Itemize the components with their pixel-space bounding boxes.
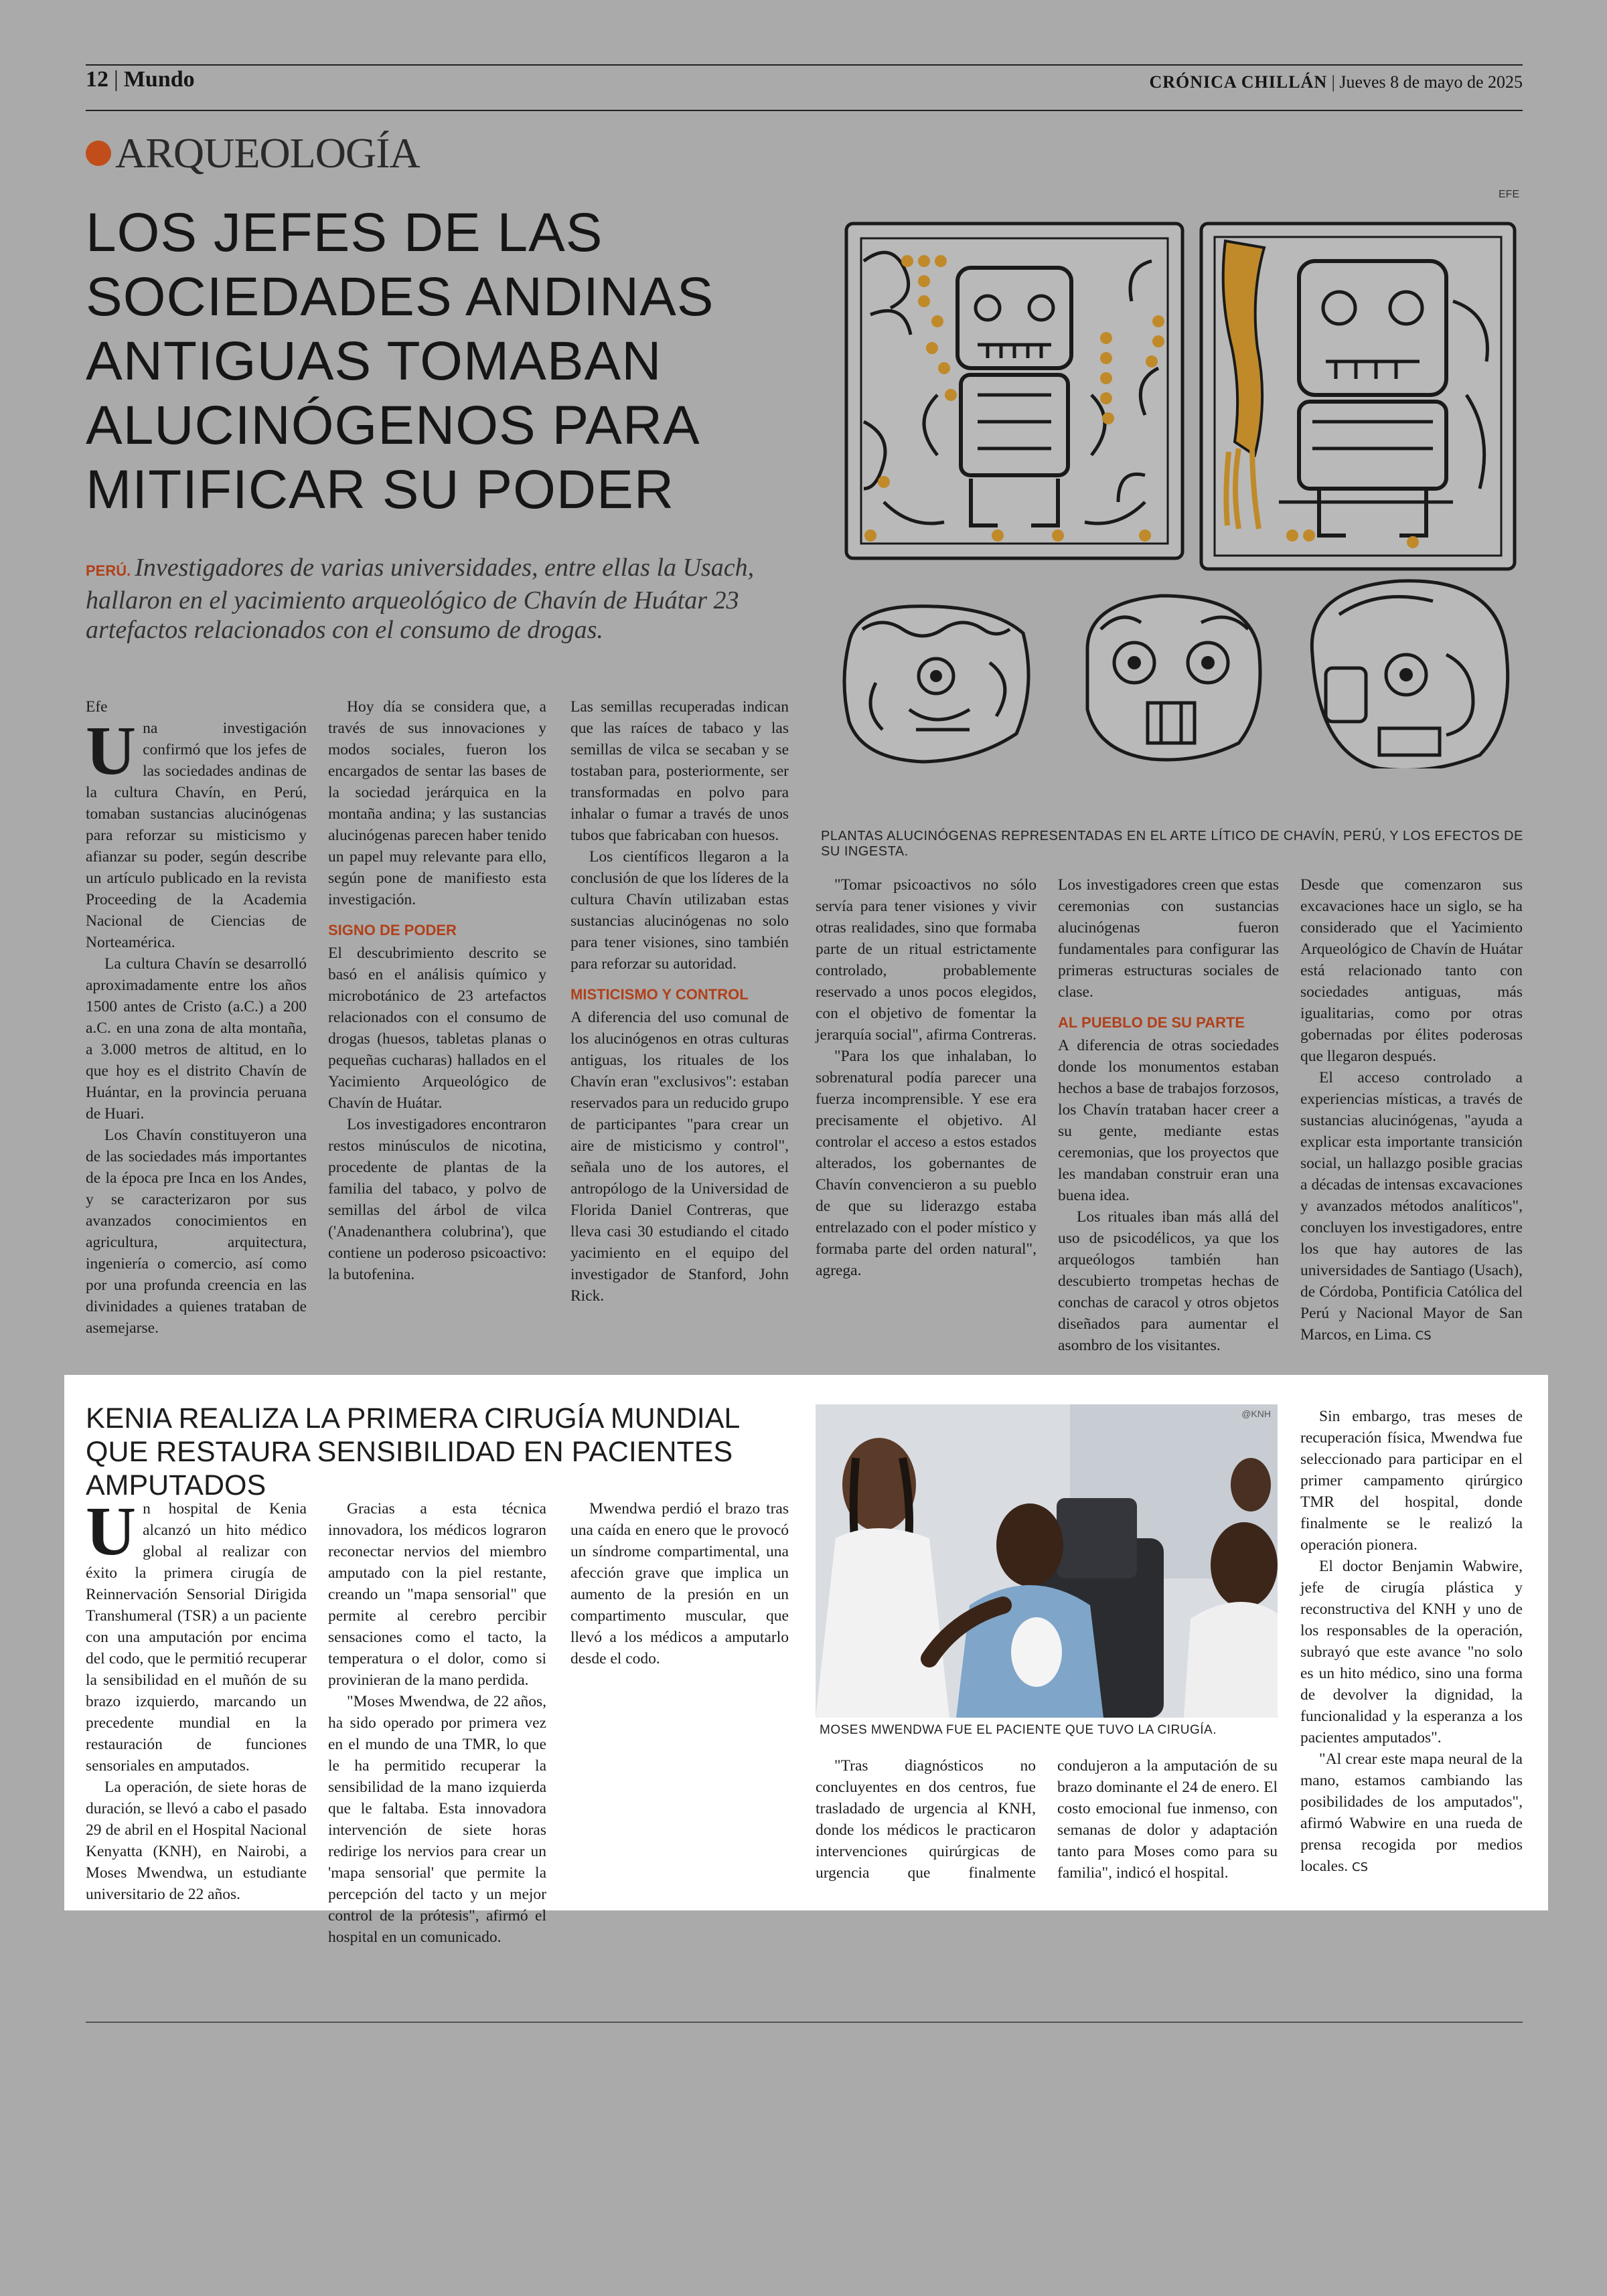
main-column-2 [328, 696, 546, 1285]
chavin-stone-carving-right-image [1199, 221, 1517, 572]
kenya-paragraph-4: "Moses Mwendwa, de 22 años, ha sido operado por primera vez en el mundo de una TMR, lo que le ha permitido recuperar la sensibilidad de la mano izquierda que le faltaba. Esta innovadora intervención de siete horas redirige los nervios para crear un 'mapa sensorial' que permite la percepción del tacto y un mejor control de la prótesis", afirmó el hospital en un comunicado. [328, 1693, 546, 1946]
kenya-paragraph-3: Gracias a esta técnica innovadora, los médicos lograron reconectar nervios del miembro amputado con la piel restante, creando un "mapa sensorial" que permite al cerebro percibir sensaciones como el tacto, la temperatura o el dolor, como si provinieran de la mano perdida. [328, 1500, 546, 1689]
kenya-photo [816, 1404, 1278, 1718]
main-headline: LOS JEFES DE LAS SOCIEDADES ANDINAS ANTIGUAS TOMABAN ALUCINÓGENOS PARA MITIFICAR SU PODER [86, 202, 714, 520]
byline: Efe [86, 698, 108, 716]
kenya-headline: KENIA REALIZA LA PRIMERA CIRUGÍA MUNDIAL QUE RESTAURA SENSIBILIDAD EN PACIENTES AMPUTADOS [86, 1402, 739, 1501]
kenya-paragraph-5: Mwendwa perdió el brazo tras una caída en enero que le provocó un síndrome compartimental, una afección grave que implica un aumento de la presión en un compartimento muscular, que llevó a los médicos a amputarlo desde el codo. [570, 1500, 789, 1667]
main-paragraph-16: El acceso controlado a experiencias místicas, a través de sustancias alucinógenas, "ayuda a explicar esta importante transición social, un hallazgo posible gracias a décadas de intensas excavaciones y avanzados métodos analíticos", concluyen los investigadores, entre los que hay autores de las universidades de Santiago (Usach), de Córdoba, Pontificia Católica del Perú y Nacional Mayor de San Marcos, en Lima. CS [1300, 1069, 1523, 1343]
chavin-tenon-head-3-image [1299, 574, 1513, 768]
kenya-paragraph-9: "Al crear este mapa neural de la mano, estamos cambiando las posibilidades de los amputados", afirmó Wabwire en una rueda de prensa recogida por medios locales. CS [1300, 1750, 1523, 1875]
masthead-info: CRÓNICA CHILLÁN | Jueves 8 de mayo de 2025 [1149, 72, 1523, 92]
image-credit: EFE [1499, 189, 1520, 200]
main-paragraph-14: Los rituales iban más allá del uso de psicodélicos, ya que los arqueólogos también han descubierto trompetas hechas de conchas de caracol y otros objetos diseñados para aumentar el asombro de los visitantes. [1058, 1208, 1279, 1354]
main-deck [86, 553, 809, 645]
chavin-stone-carving-left-image [844, 221, 1185, 561]
kenya-paragraph-7: Sin embargo, tras meses de recuperación física, Mwendwa fue seleccionado para participar en el primer campamento qirúrgico TMR del hospital, donde finalmente se le realizó la operación pionera. [1300, 1408, 1523, 1554]
kenya-paragraph-1: Un hospital de Kenia alcanzó un hito médico global al realizar con éxito la primera cirugía de Reinnervación Sensorial Dirigida Transhumeral (TSR) a un paciente con una amputación por encima del codo, que le permitió recuperar la sensibilidad en el muñón de su brazo izquierdo, marcando un precedente mundial en la restauración de funciones sensoriales en amputados. [86, 1493, 307, 1775]
main-column-4 [816, 874, 1037, 1281]
main-paragraph-11: "Para los que inhalaban, lo sobrenatural podía parecer una fuerza incomprensible. Y ese era precisamente el objetivo. Al controlar el acceso a estos estados alterados, los gobernantes de Chavín convencieron a su pueblo de que su liderazgo estaba entrelazado con el poder místico y formaba parte del orden natural", agrega. [816, 1048, 1037, 1279]
deck-text: Investigadores de varias universidades, entre ellas la Usach, hallaron en el yacimiento arqueológico de Chavín de Huátar 23 artefactos relacionados con el consumo de drogas. [86, 554, 755, 644]
chavin-tenon-head-1-image [836, 602, 1041, 766]
subhead-misticismo: MISTICISMO Y CONTROL [570, 986, 749, 1003]
category-label [86, 129, 420, 178]
main-paragraph-3: Los Chavín constituyeron una de las sociedades más importantes de la época pre Inca en los Andes, y se caracterizaron por sus avanzados conocimientos en agricultura, arquitectura, ingeniería o comercio, así como por una profunda creencia en las divinidades a quienes trataban de asemejarse. [86, 1127, 307, 1337]
chavin-tenon-head-2-image [1074, 589, 1268, 763]
page-number: 12 [86, 67, 108, 92]
main-paragraph-15: Desde que comenzaron sus excavaciones hace un siglo, se ha considerado que el Yacimiento Arqueológico de Chavín de Huátar está relacionado tanto con sociedades antiguas, más igualitarias, como por otras gobernadas por élites poderosas que llegaron después. [1300, 876, 1523, 1065]
main-column-1 [86, 696, 307, 1339]
main-paragraph-1: Una investigación confirmó que los jefes de las sociedades andinas de la cultura Chavín, en Perú, tomaban sustancias alucinógenas para reforzar su misticismo y afianzar su poder, según describe un artículo publicado en la revista Proceeding de la Academia Nacional de Ciencias de Norteamérica. [86, 712, 307, 951]
photo-credit: @KNH [1241, 1408, 1271, 1419]
end-mark-icon: CS [1415, 1329, 1432, 1343]
header-top-rule [86, 64, 1523, 66]
kenya-paragraph-8: El doctor Benjamin Wabwire, jefe de cirugía plástica y reconstructiva del KNH y uno de los responsables de la operación, subrayó que este avance "no solo es un hito médico, sino una forma de devolver la dignidad, la funcionalidad y la esperanza a los pacientes amputados". [1300, 1558, 1523, 1746]
patient-photo-image [816, 1404, 1278, 1718]
main-column-5 [1058, 874, 1279, 1356]
section-name: Mundo [123, 67, 195, 92]
category-dot-icon [86, 141, 111, 166]
art-caption: PLANTAS ALUCINÓGENAS REPRESENTADAS EN EL ARTE LÍTICO DE CHAVÍN, PERÚ, Y LOS EFECTOS DE SU INGESTA. [821, 829, 1523, 859]
photo-caption: MOSES MWENDWA FUE EL PACIENTE QUE TUVO LA CIRUGÍA. [820, 1723, 1217, 1737]
publication-name: CRÓNICA CHILLÁN [1149, 72, 1328, 92]
main-paragraph-7: Las semillas recuperadas indican que las raíces de tabaco y las semillas de vilca se secaban y se tostaban para, posteriormente, ser transformadas en polvo para inhalar o fumar a través de unos tubos que fabricaban con huesos. [570, 698, 789, 844]
main-paragraph-12: Los investigadores creen que estas ceremonias con sustancias alucinógenas fueron fundamentales para configurar las primeras estructuras sociales de clase. [1058, 876, 1279, 1001]
main-paragraph-10: "Tomar psicoactivos no sólo servía para tener visiones y vivir otras realidades, sino que formaba parte de un ritual estrictamente controlado, probablemente reservado a unos pocos elegidos, con el objetivo de fomentar la jerarquía social", afirma Contreras. [816, 876, 1037, 1044]
kenya-paragraph-6: "Tras diagnósticos no concluyentes en dos centros, fue trasladado de urgencia al KNH, donde los médicos le practicaron intervenciones quirúrgicas de urgencia que finalmente condujeron a la amputación de su brazo dominante el 24 de enero. El costo emocional fue inmenso, con semanas de dolor y adaptación tanto para Moses como para su familia", indicó el hospital. [816, 1757, 1278, 1882]
kenya-drop-cap: U [86, 1493, 137, 1570]
kenya-column-2 [328, 1498, 546, 1948]
page-folio: 12 | Mundo [86, 67, 195, 92]
subhead-signo-de-poder: SIGNO DE PODER [328, 922, 457, 938]
footer-rule [86, 2022, 1523, 2023]
main-paragraph-4: Hoy día se considera que, a través de sus innovaciones y modos sociales, fueron los encargados de sentar las bases de la sociedad jerárquica en la montaña andina; y las sustancias alucinógenas parecen haber tenido un papel muy relevante para ello, según pone de manifiesto esta investigación. [328, 698, 546, 908]
main-paragraph-2: La cultura Chavín se desarrolló aproximadamente entre los años 1500 antes de Cristo (a.C.) a 200 a.C. en una zona de alta montaña, a 3.000 metros de altitud, en lo que hoy es el distrito Chavín de Huántar, en la provincia peruana de Huari. [86, 955, 307, 1123]
main-column-6 [1300, 874, 1523, 1347]
main-paragraph-9: A diferencia del uso comunal de los alucinógenos en otras culturas antiguas, los rituales de los Chavín eran "exclusivos": estaban reservados para un reducido grupo de participantes "para crear un aire de misticismo y control", señala uno de los autores, el antropólogo de la Universidad de Florida Daniel Contreras, que lleva casi 30 estudiando el citado yacimiento en el equipo del investigador de Stanford, John Rick. [570, 1009, 789, 1305]
kenya-paragraph-2: La operación, de siete horas de duración, se llevó a cabo el pasado 29 de abril en el Hospital Nacional Kenyatta (KNH), en Nairobi, a Moses Mwendwa, un estudiante universitario de 22 años. [86, 1779, 307, 1903]
drop-cap: U [86, 712, 137, 789]
kenya-column-3 [570, 1498, 789, 1669]
kenya-column-6 [1300, 1406, 1523, 1878]
issue-date: Jueves 8 de mayo de 2025 [1339, 72, 1523, 92]
main-paragraph-13: A diferencia de otras sociedades donde los monumentos estaban hechos a base de trabajos forzosos, los Chavín trataban hacer creer a su gente, mediante estas ceremonias, que los proyectos que les mandaban construir eran una buena idea. [1058, 1037, 1279, 1204]
deck-kicker: PERÚ. [86, 562, 131, 579]
kenya-column-4 [816, 1755, 1278, 1884]
main-column-3 [570, 696, 789, 1307]
main-paragraph-8: Los científicos llegaron a la conclusión de que los líderes de la cultura Chavín utilizaban estas sustancias alucinógenas no solo para tener visiones, sino también para reforzar su autoridad. [570, 848, 789, 973]
category-text: ARQUEOLOGÍA [115, 129, 420, 177]
main-paragraph-5: El descubrimiento descrito se basó en el análisis químico y microbotánico de 23 artefactos relacionados con el consumo de drogas (huesos, tabletas planas o pequeñas cucharas) hallados en el Yacimiento Arqueológico de Chavín de Huátar. [328, 945, 546, 1112]
kenya-column-1 [86, 1493, 307, 1905]
subhead-al-pueblo: AL PUEBLO DE SU PARTE [1058, 1014, 1245, 1031]
main-paragraph-6: Los investigadores encontraron restos minúsculos de nicotina, procedente de plantas de la familia del tabaco, y polvo de semillas del árbol de vilca ('Anadenanthera colubrina'), que contiene un poderoso psicoactivo: la butofenina. [328, 1116, 546, 1283]
header-bottom-rule [86, 110, 1523, 111]
kenya-end-mark-icon: CS [1352, 1860, 1368, 1874]
